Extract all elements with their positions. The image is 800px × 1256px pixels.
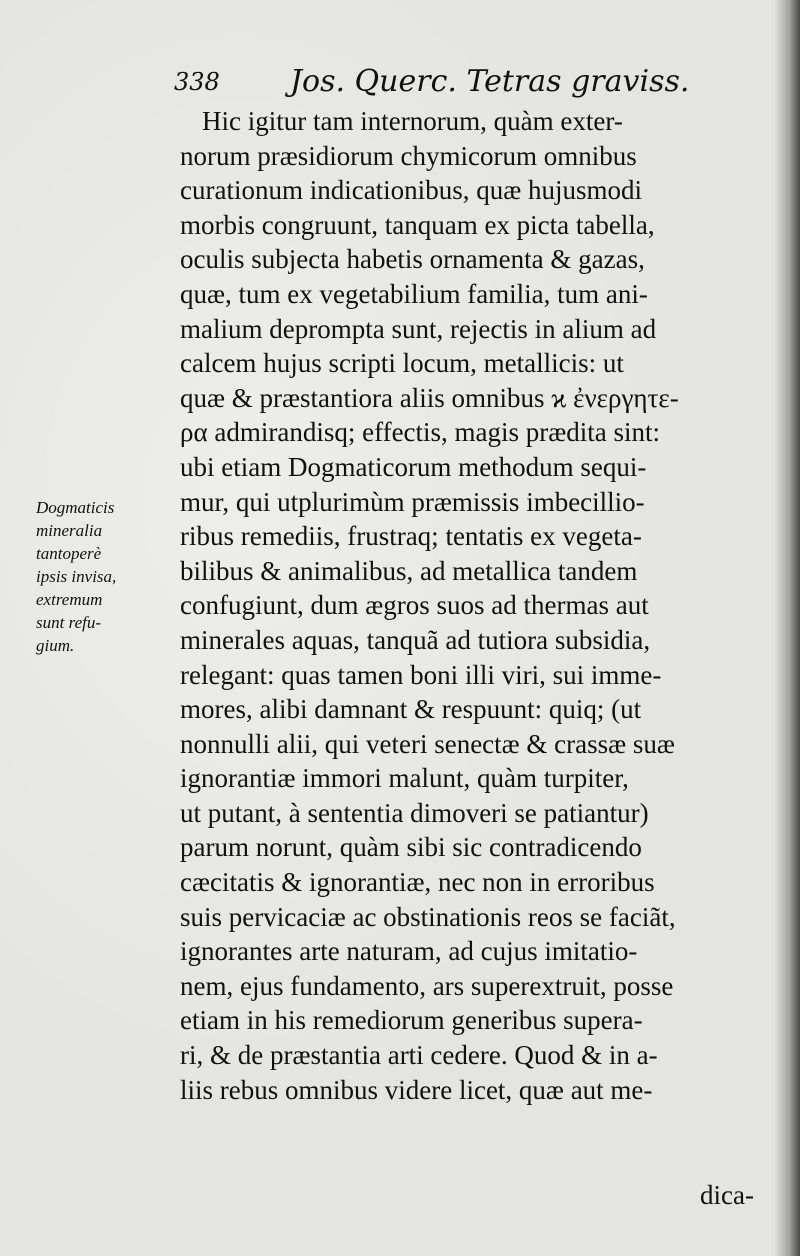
margin-note-line: tantoperè <box>36 544 102 563</box>
text-line: nem, ejus fundamento, ars superextruit, posse <box>180 970 674 1001</box>
margin-note-line: gium. <box>36 636 75 655</box>
text-line: nonnulli alii, qui veteri senectæ & crassæ suæ <box>180 728 675 759</box>
margin-note-line: Dogmaticis <box>36 498 115 517</box>
text-line: cæcitatis & ignorantiæ, nec non in erroribus <box>180 867 655 898</box>
page-header <box>170 60 690 104</box>
page-gutter-shadow <box>774 0 800 1256</box>
text-line: liis rebus omnibus videre licet, quæ aut me- <box>180 1074 653 1105</box>
text-line: relegant: quas tamen boni illi viri, sui imme- <box>180 659 662 690</box>
text-line: parum norunt, quàm sibi sic contradicendo <box>180 832 642 863</box>
catchword: dica- <box>700 1180 754 1210</box>
running-head: Jos. Querc. Tetras graviss. <box>290 64 690 99</box>
text-line: quæ, tum ex vegetabilium familia, tum ani- <box>180 278 648 309</box>
text-line: confugiunt, dum ægros suos ad thermas aut <box>180 590 649 621</box>
text-line: ρα admirandisq; effectis, magis prædita sint: <box>180 417 661 448</box>
text-line: norum præsidiorum chymicorum omnibus <box>180 140 637 171</box>
margin-note-line: mineralia <box>36 521 103 540</box>
margin-note-line: sunt refu- <box>36 613 102 632</box>
text-line: ubi etiam Dogmaticorum methodum sequi- <box>180 451 647 482</box>
text-line: ri, & de præstantia arti cedere. Quod & in a- <box>180 1040 658 1071</box>
text-line: bilibus & animalibus, ad metallica tandem <box>180 555 638 586</box>
text-line: suis pervicaciæ ac obstinationis reos se faciãt, <box>180 901 676 932</box>
text-line: calcem hujus scripti locum, metallicis: ut <box>180 348 624 379</box>
text-line: morbis congruunt, tanquam ex picta tabella, <box>180 209 655 240</box>
text-line: ignorantiæ immori malunt, quàm turpiter, <box>180 763 629 794</box>
page-number: 338 <box>174 68 220 96</box>
text-line: minerales aquas, tanquã ad tutiora subsidia, <box>180 624 651 655</box>
text-line: mur, qui utplurimùm præmissis imbecillio- <box>180 486 645 517</box>
marginal-note <box>36 496 178 657</box>
text-line: quæ & præstantiora aliis omnibus ϰ ἐνεργητε- <box>180 382 679 413</box>
text-line: mores, alibi damnant & respuunt: quiq; (ut <box>180 694 642 725</box>
text-line: ut putant, à sententia dimoveri se patiantur) <box>180 797 649 828</box>
text-line: curationum indicationibus, quæ hujusmodi <box>180 175 642 206</box>
text-line: malium deprompta sunt, rejectis in alium ad <box>180 313 657 344</box>
text-line: ignorantes arte naturam, ad cujus imitatio- <box>180 936 638 967</box>
text-line: etiam in his remediorum generibus supera- <box>180 1005 643 1036</box>
margin-note-line: ipsis invisa, <box>36 567 117 586</box>
text-line: ribus remediis, frustraq; tentatis ex vegeta- <box>180 521 642 552</box>
text-line: Hic igitur tam internorum, quàm exter- <box>202 106 623 136</box>
text-line: oculis subjecta habetis ornamenta & gazas, <box>180 244 645 275</box>
margin-note-line: extremum <box>36 590 103 609</box>
body-text <box>180 104 770 1107</box>
